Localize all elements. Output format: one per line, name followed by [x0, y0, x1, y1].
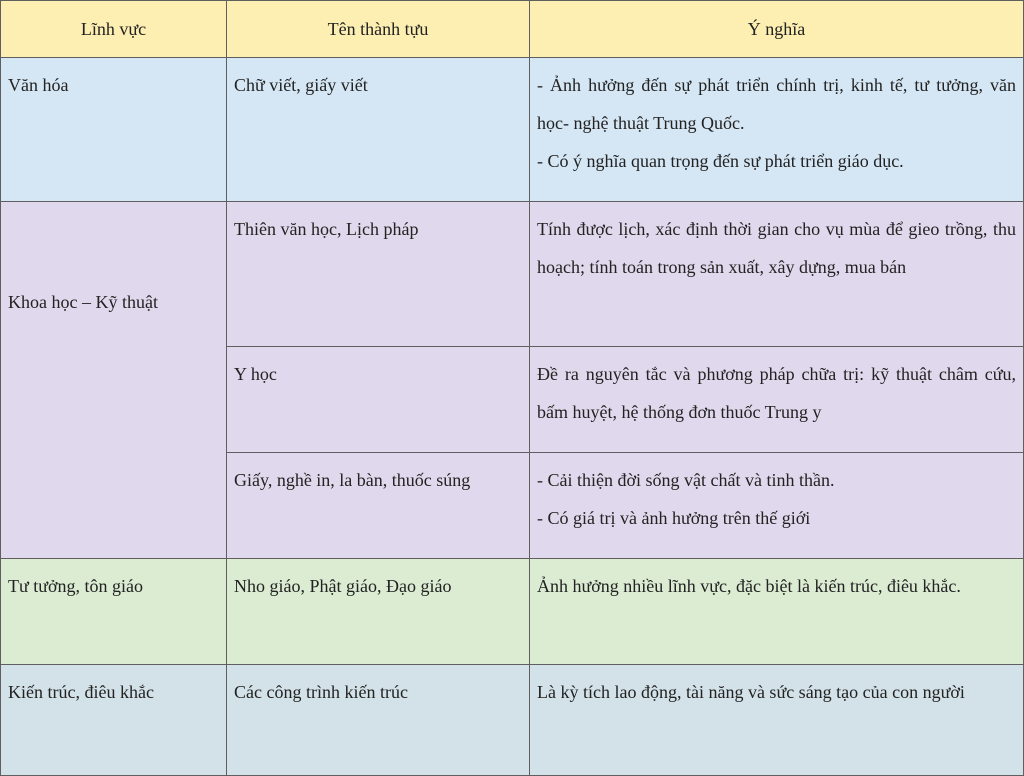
- meaning-line: - Ảnh hưởng đến sự phát triển chính trị, kinh tế, tư tưởng, văn học- nghệ thuật Trung Quốc.: [537, 75, 1016, 133]
- achievement-label: Giấy, nghề in, la bàn, thuốc súng: [234, 470, 471, 490]
- field-cell: [1, 202, 227, 559]
- achievement-label: Y học: [234, 364, 277, 384]
- achievement-cell: [227, 58, 530, 202]
- meaning-cell: [530, 347, 1024, 453]
- meaning-line: - Có giá trị và ảnh hưởng trên thế giới: [537, 508, 811, 528]
- table-row-thought: [1, 559, 1024, 665]
- field-cell: [1, 559, 227, 665]
- achievement-cell: [227, 559, 530, 665]
- meaning-text: Ảnh hưởng nhiều lĩnh vực, đặc biệt là kiến trúc, điêu khắc.: [537, 576, 961, 596]
- field-cell: [1, 58, 227, 202]
- achievement-cell: [227, 453, 530, 559]
- achievement-label: Chữ viết, giấy viết: [234, 75, 368, 95]
- table-row-architecture: [1, 665, 1024, 776]
- meaning-text: Là kỳ tích lao động, tài năng và sức sáng tạo của con người: [537, 682, 965, 702]
- table-row-culture: [1, 58, 1024, 202]
- meaning-cell: [530, 665, 1024, 776]
- field-label: Tư tưởng, tôn giáo: [8, 576, 144, 596]
- meaning-text: Tính được lịch, xác định thời gian cho vụ mùa để gieo trồng, thu hoạch; tính toán trong sản xuất, xây dựng, mua bán: [537, 219, 1016, 277]
- field-cell: [1, 665, 227, 776]
- meaning-cell: [530, 453, 1024, 559]
- table-row-astronomy: [1, 202, 1024, 347]
- achievement-cell: [227, 202, 530, 347]
- meaning-cell: [530, 559, 1024, 665]
- achievement-label: Các công trình kiến trúc: [234, 682, 408, 702]
- meaning-text: Đề ra nguyên tắc và phương pháp chữa trị: kỹ thuật châm cứu, bấm huyệt, hệ thống đơn thuốc Trung y: [537, 364, 1016, 422]
- field-label: Kiến trúc, điêu khắc: [8, 682, 154, 702]
- field-label: Văn hóa: [8, 75, 69, 95]
- meaning-cell: [530, 58, 1024, 202]
- achievement-label: Nho giáo, Phật giáo, Đạo giáo: [234, 576, 452, 596]
- achievement-cell: [227, 347, 530, 453]
- header-row: [1, 1, 1024, 58]
- achievement-cell: [227, 665, 530, 776]
- achievement-label: Thiên văn học, Lịch pháp: [234, 219, 419, 239]
- header-meaning: Ý nghĩa: [530, 1, 1024, 58]
- field-label: Khoa học – Kỹ thuật: [8, 292, 158, 312]
- header-field: Lĩnh vực: [1, 1, 227, 58]
- header-achievement: Tên thành tựu: [227, 1, 530, 58]
- meaning-line: - Cải thiện đời sống vật chất và tinh thần.: [537, 470, 835, 490]
- meaning-cell: [530, 202, 1024, 347]
- meaning-line: - Có ý nghĩa quan trọng đến sự phát triển giáo dục.: [537, 151, 904, 171]
